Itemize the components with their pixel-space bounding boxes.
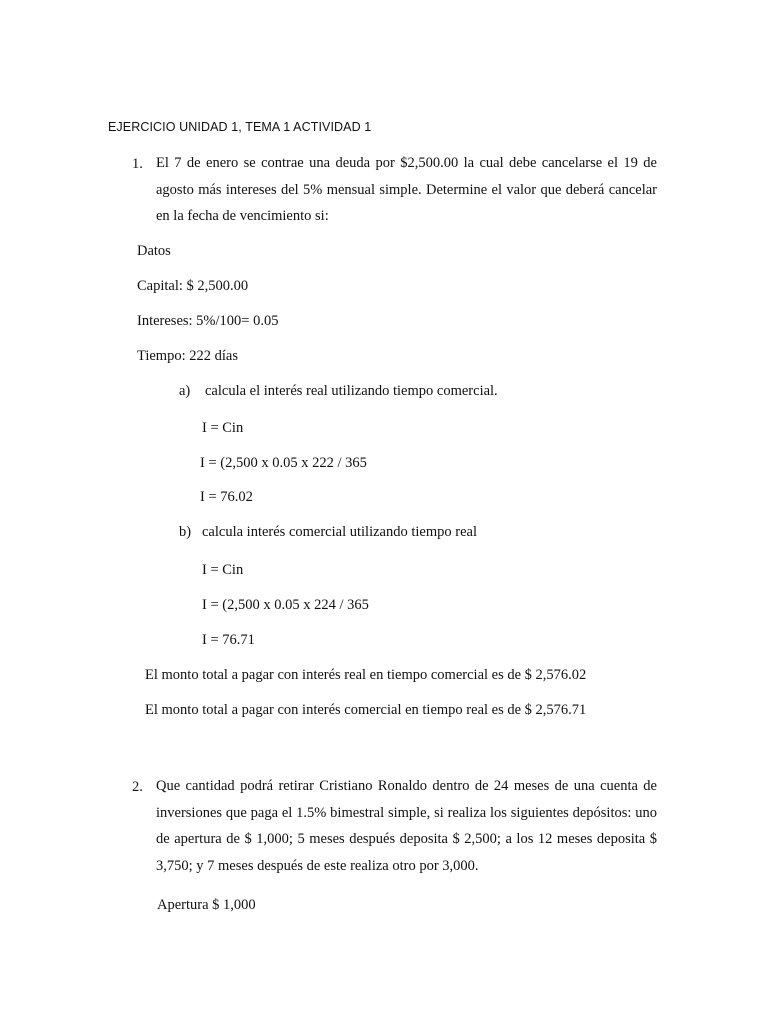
document-heading: EJERCICIO UNIDAD 1, TEMA 1 ACTIVIDAD 1 xyxy=(108,120,372,134)
item-a-formula: I = Cin xyxy=(202,420,244,436)
tiempo-line: Tiempo: 222 días xyxy=(137,348,238,364)
item-a-marker: a) xyxy=(179,383,191,399)
item-b-label: calcula interés comercial utilizando tiempo real xyxy=(202,524,477,540)
item-a-result: I = 76.02 xyxy=(200,489,253,505)
apertura-line: Apertura $ 1,000 xyxy=(157,897,256,913)
exercise-1-number: 1. xyxy=(132,156,143,172)
item-b-result: I = 76.71 xyxy=(202,632,255,648)
exercise-2-number: 2. xyxy=(132,779,143,795)
exercise-1-statement: El 7 de enero se contrae una deuda por $2,500.00 la cual debe cancelarse el 19 de agosto más intereses del 5% mensual simple. Determine el valor que deberá cancelar en la fecha de vencimiento si: xyxy=(156,155,657,224)
item-b-formula: I = Cin xyxy=(202,562,244,578)
intereses-line: Intereses: 5%/100= 0.05 xyxy=(137,313,279,329)
capital-line: Capital: $ 2,500.00 xyxy=(137,278,249,294)
item-b-marker: b) xyxy=(179,524,192,540)
data-title: Datos xyxy=(137,243,171,259)
total-comercial-statement: El monto total a pagar con interés comercial en tiempo real es de $ 2,576.71 xyxy=(145,702,587,718)
total-real-statement: El monto total a pagar con interés real en tiempo comercial es de $ 2,576.02 xyxy=(145,667,587,683)
item-a-calculation: I = (2,500 x 0.05 x 222 / 365 xyxy=(200,455,367,471)
item-b-calculation: I = (2,500 x 0.05 x 224 / 365 xyxy=(202,597,369,613)
item-a-label: calcula el interés real utilizando tiempo comercial. xyxy=(205,383,498,399)
exercise-2-statement: Que cantidad podrá retirar Cristiano Ronaldo dentro de 24 meses de una cuenta de inversiones que paga el 1.5% bimestral simple, si realiza los siguientes depósitos: uno de apertura de $ 1,000; 5 meses después deposita $ 2,500; a los 12 meses deposita $ 3,750; y 7 meses después de este realiza otro por 3,000. xyxy=(156,778,657,874)
